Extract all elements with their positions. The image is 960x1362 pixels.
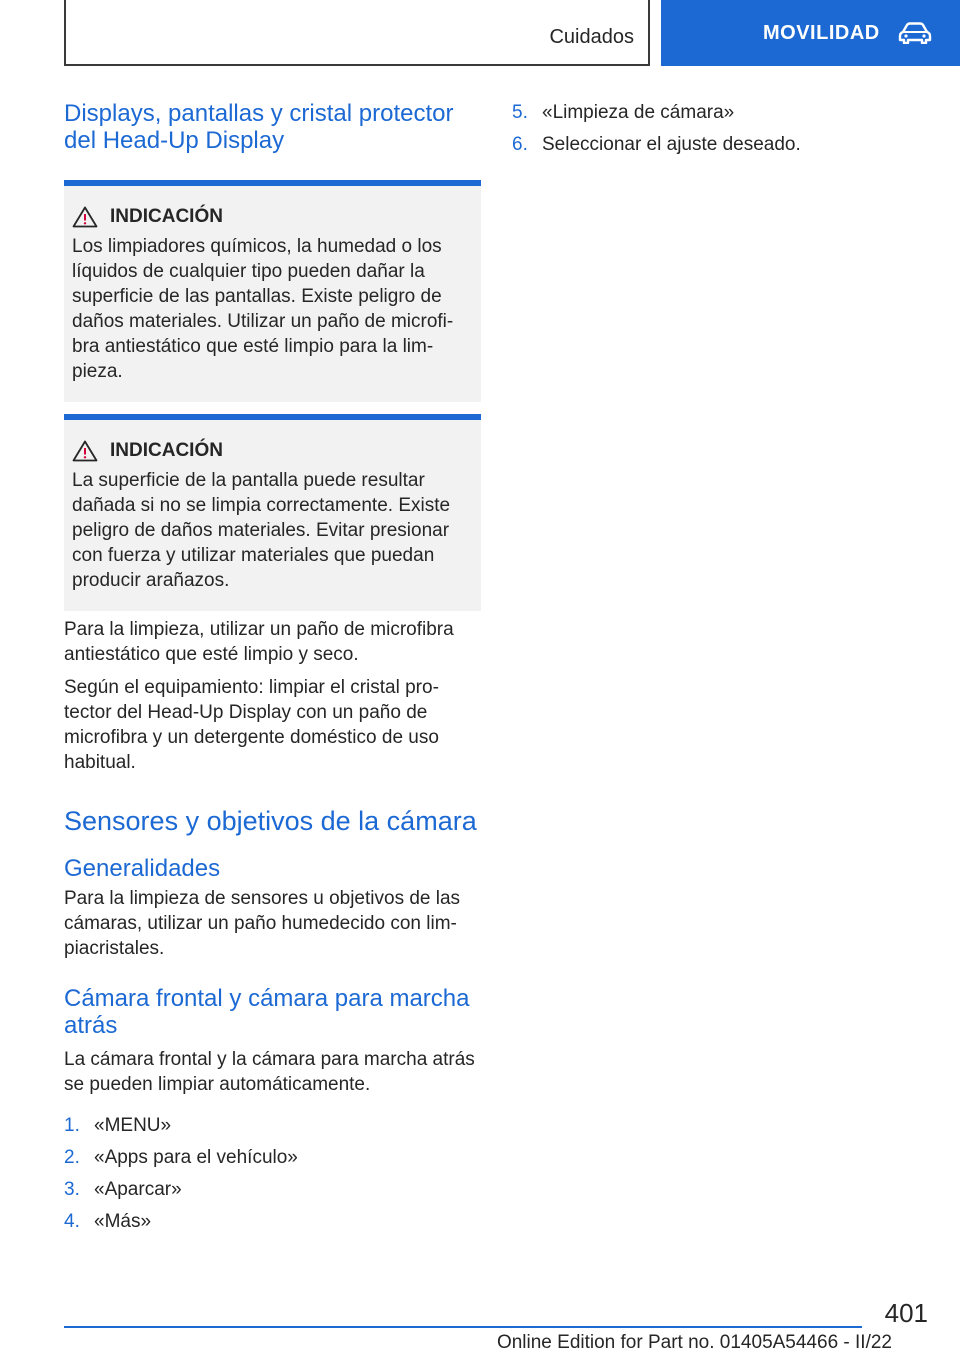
warning-triangle-icon (72, 206, 98, 228)
note-title: INDICACIÓN (110, 206, 223, 227)
heading-general: Generalidades (64, 855, 221, 882)
paragraph-cleaning: Para la limpieza, utilizar un paño de microfibra antiestático que esté limpio y seco. (64, 619, 454, 665)
chapter-tab[interactable] (661, 0, 960, 66)
step-text: «MENU» (94, 1115, 172, 1136)
note-header (72, 440, 473, 462)
page-number: 401 (884, 1298, 928, 1328)
warning-triangle-icon (72, 440, 98, 462)
footer-divider (64, 1326, 862, 1328)
paragraph-sensors: Para la limpieza de sensores u objetivos de las cámaras, utilizar un paño humedecido con lim‐piacristales. (64, 888, 461, 959)
steps-list (64, 1113, 481, 1234)
step-number: 1. (64, 1115, 80, 1136)
steps-list-continued (512, 100, 912, 157)
note-text: La superficie de la pantalla puede resultar dañada si no se limpia correctamente. Existe peligro de daños materiales. Evitar presionar con fuerza y utilizar materiales que puedan producir arañazos. (72, 470, 451, 591)
list-item (512, 100, 912, 125)
step-text: «Apps para el vehículo» (94, 1147, 298, 1168)
footer-edition: Online Edition for Part no. 01405A54466 - II/22 (496, 1332, 892, 1353)
list-item (64, 1177, 481, 1202)
step-text: «Limpieza de cámara» (542, 102, 735, 123)
note-text: Los limpiadores químicos, la humedad o los líquidos de cualquier tipo pueden dañar la superficie de las pantallas. Existe peligro de daños materiales. Utilizar un paño de microfi‐bra antiestático que esté limpio para la lim‐pieza. (72, 236, 454, 382)
step-text: «Aparcar» (94, 1179, 182, 1200)
step-number: 3. (64, 1179, 80, 1200)
paragraph-camera: La cámara frontal y la cámara para marcha atrás se pueden limpiar automáticamente. (64, 1049, 475, 1095)
step-number: 6. (512, 134, 528, 155)
paragraph-hud: Según el equipamiento: limpiar el cristal pro‐tector del Head-Up Display con un paño de microfibra y un detergente doméstico de uso habitual. (64, 677, 439, 773)
heading-sensors: Sensores y objetivos de la cámara (64, 806, 477, 836)
chapter-tab-label: MOVILIDAD (763, 21, 880, 44)
left-column (64, 100, 481, 1241)
note-box-2 (64, 414, 481, 611)
step-text: Seleccionar el ajuste deseado. (542, 134, 801, 155)
right-column (512, 100, 912, 164)
step-number: 2. (64, 1147, 80, 1168)
header-section-box (64, 0, 650, 66)
car-icon (898, 22, 932, 44)
note-title: INDICACIÓN (110, 440, 223, 461)
list-item (64, 1113, 481, 1138)
heading-camera: Cámara frontal y cámara para marcha atrás (64, 985, 470, 1039)
section-title: Cuidados (549, 26, 634, 48)
step-number: 4. (64, 1211, 80, 1232)
list-item (64, 1209, 481, 1234)
note-header (72, 206, 473, 228)
step-number: 5. (512, 102, 528, 123)
list-item (512, 132, 912, 157)
list-item (64, 1145, 481, 1170)
heading-displays: Displays, pantallas y cristal protector del Head-Up Display (64, 100, 454, 154)
note-box-1 (64, 180, 481, 402)
step-text: «Más» (94, 1211, 152, 1232)
